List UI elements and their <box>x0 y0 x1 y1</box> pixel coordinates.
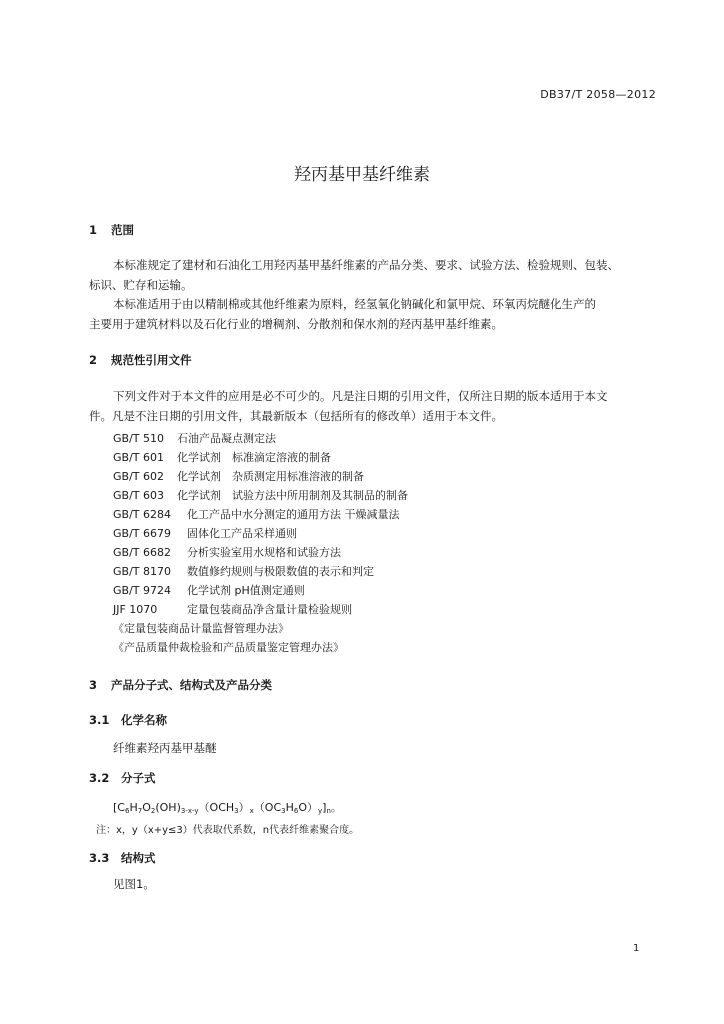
section-title: 产品分子式、结构式及产品分类 <box>111 678 272 692</box>
formula-note: 注：x，y（x+y≤3）代表取代系数，n代表纤维素聚合度。 <box>96 825 360 836</box>
page-number: 1 <box>633 943 640 954</box>
reference-title: 分析实验室用水规格和试验方法 <box>187 546 341 559</box>
reference-title: 化学试剂 标准滴定溶液的制备 <box>177 451 331 464</box>
reference-code: GB/T 6679 <box>113 527 171 540</box>
reference-title: 定量包装商品净含量计量检验规则 <box>187 603 352 616</box>
reference-title: 化学试剂 试验方法中所用制剂及其制品的制备 <box>177 489 408 502</box>
reference-code: GB/T 601 <box>113 451 164 464</box>
section-number: 1 <box>89 223 98 237</box>
section-title: 规范性引用文件 <box>111 353 192 367</box>
subsection-title: 分子式 <box>121 771 156 785</box>
section-title: 范围 <box>111 223 134 237</box>
reference-code: GB/T 510 <box>113 432 164 445</box>
subsection-3-3-heading <box>89 850 156 866</box>
reference-item <box>113 506 400 522</box>
paragraph-line: 下列文件对于本文件的应用是必不可少的。凡是注日期的引用文件，仅所注日期的版本适用于本文 <box>113 389 608 403</box>
paragraph-line: 本标准规定了建材和石油化工用羟丙基甲基纤维素的产品分类、要求、试验方法、检验规则、包装、 <box>113 258 619 272</box>
reference-title: 化学试剂 pH值测定通则 <box>187 584 305 597</box>
section-1-heading <box>89 222 134 238</box>
structure-reference: 见图1。 <box>113 877 155 891</box>
reference-title: 石油产品凝点测定法 <box>177 432 276 445</box>
reference-item <box>113 544 341 560</box>
reference-item <box>113 525 297 541</box>
reference-item <box>113 449 331 465</box>
reference-item <box>113 563 374 579</box>
section-2-heading <box>89 352 192 368</box>
paragraph-line: 主要用于建筑材料以及石化行业的增稠剂、分散剂和保水剂的羟丙基甲基纤维素。 <box>89 317 503 331</box>
paragraph-line: 标识、贮存和运输。 <box>89 278 193 292</box>
reference-code: GB/T 602 <box>113 470 164 483</box>
section-number: 3 <box>89 678 98 692</box>
reference-document: 《定量包装商品计量监督管理办法》 <box>113 622 289 635</box>
reference-code: GB/T 603 <box>113 489 164 502</box>
subsection-number: 3.2 <box>89 771 110 785</box>
reference-document: 《产品质量仲裁检验和产品质量鉴定管理办法》 <box>113 641 344 654</box>
subsection-number: 3.3 <box>89 851 110 865</box>
reference-title: 化工产品中水分测定的通用方法 干燥减量法 <box>187 508 400 521</box>
reference-item <box>113 430 276 446</box>
subsection-title: 化学名称 <box>121 713 167 727</box>
section-number: 2 <box>89 353 98 367</box>
reference-title: 化学试剂 杂质测定用标准溶液的制备 <box>177 470 364 483</box>
reference-code: GB/T 9724 <box>113 584 171 597</box>
reference-item <box>113 468 364 484</box>
molecular-formula: $[C_6H_7O_2(OH)_{3-x-y}(OCH_3)_x(OC_3H_6O)_y]_n$。 <box>113 801 342 815</box>
reference-title: 固体化工产品采样通则 <box>187 527 297 540</box>
reference-item <box>113 601 352 617</box>
reference-title: 数值修约规则与极限数值的表示和判定 <box>187 565 374 578</box>
reference-item <box>113 487 408 503</box>
paragraph-line: 件。凡是不注日期的引用文件，其最新版本（包括所有的修改单）适用于本文件。 <box>89 409 503 423</box>
standard-code: DB37/T 2058—2012 <box>540 88 656 101</box>
section-3-heading <box>89 677 272 693</box>
chemical-name: 纤维素羟丙基甲基醚 <box>113 741 217 755</box>
subsection-3-1-heading <box>89 712 167 728</box>
reference-code: JJF 1070 <box>113 603 158 616</box>
reference-code: GB/T 6284 <box>113 508 171 521</box>
reference-item <box>113 582 305 598</box>
subsection-3-2-heading <box>89 770 156 786</box>
reference-code: GB/T 8170 <box>113 565 171 578</box>
subsection-number: 3.1 <box>89 713 110 727</box>
subsection-title: 结构式 <box>121 851 156 865</box>
document-title: 羟丙基甲基纤维素 <box>294 165 430 185</box>
reference-code: GB/T 6682 <box>113 546 171 559</box>
paragraph-line: 本标准适用于由以精制棉或其他纤维素为原料，经氢氧化钠碱化和氯甲烷、环氧丙烷醚化生产的 <box>113 297 596 311</box>
